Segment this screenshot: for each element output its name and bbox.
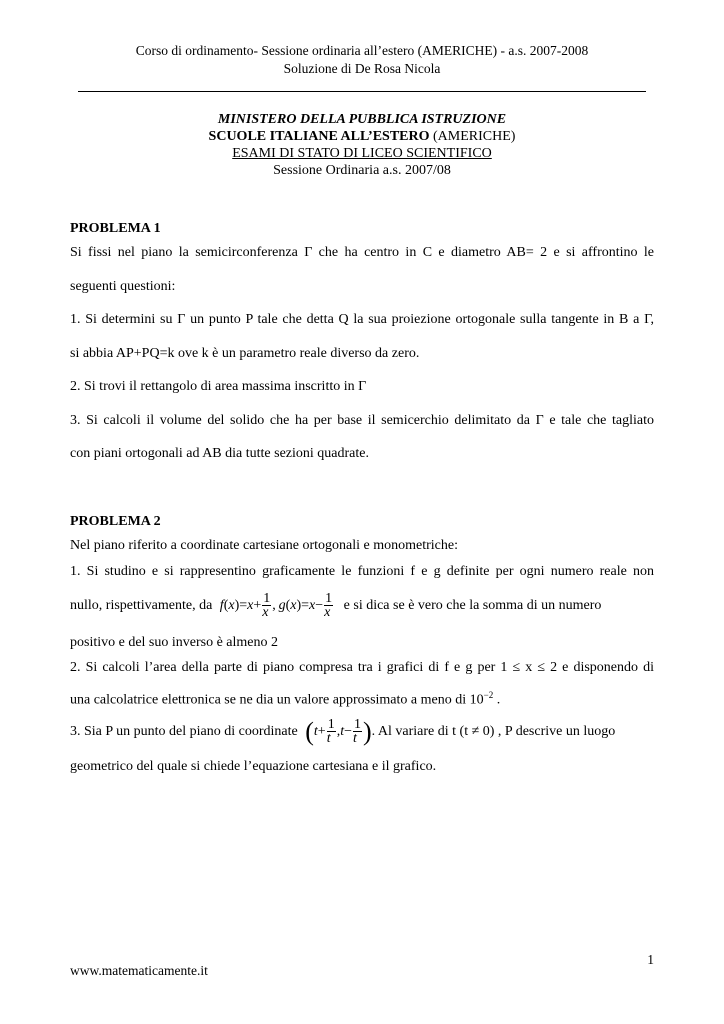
problem2-q3-a-pre: 3. Sia P un punto del piano di coordinate [70, 724, 298, 739]
problem2-q1-c: positivo e del suo inverso è almeno 2 [70, 635, 279, 650]
ministry-title: MINISTERO DELLA PUBBLICA ISTRUZIONE [217, 112, 507, 127]
problem1-heading: PROBLEMA 1 [70, 221, 161, 236]
problem2-q3-a [70, 714, 654, 750]
page-number: 1 [647, 952, 654, 967]
problem1-intro-b: seguenti questioni: [70, 279, 176, 294]
header-rule [78, 91, 646, 92]
problem2-q3-a-post: . Al variare di t (t ≠ 0) , P descrive un luogo [371, 724, 616, 739]
problem2-q2-a: 2. Si calcoli l’area della parte di piano compresa tra i grafici di f e g per 1 ≤ x ≤ 2 e disponendo di [70, 660, 654, 675]
problem2-q2-b-post: . [493, 692, 501, 708]
running-header-line1: Corso di ordinamento- Sessione ordinaria all’estero (AMERICHE) - a.s. 2007-2008 [135, 43, 589, 58]
problem2-intro: Nel piano riferito a coordinate cartesiane ortogonali e monometriche: [70, 538, 458, 553]
problem2-q1-b-post: e si dica se è vero che la somma di un numero [343, 598, 602, 613]
problem1-q3-b: con piani ortogonali ad AB dia tutte sezioni quadrate. [70, 446, 369, 461]
problem2-q3-b: geometrico del quale si chiede l’equazione cartesiana e il grafico. [70, 759, 437, 774]
formula-f-g: f(x)=x+ $\frac{1}{x}$ , g(x)=x− $\frac{1}{x}$ [219, 591, 333, 621]
problem1-intro-a: Si fissi nel piano la semicirconferenza Γ che ha centro in C e diametro AB= 2 e si affrontino le [70, 245, 654, 260]
problem1-q1-b: si abbia AP+PQ=k ove k è un parametro reale diverso da zero. [70, 346, 420, 361]
problem1-q3-a: 3. Si calcoli il volume del solido che ha per base il semicerchio delimitato da Γ e tale che tagliato [70, 413, 654, 428]
formula-point-coordinates: (t+ $\frac{1}{t}$ ,t− $\frac{1}{t}$ ) [305, 716, 372, 747]
schools-title-rest: (AMERICHE) [429, 129, 516, 144]
problem2-q2-b [70, 686, 654, 710]
session-title: Sessione Ordinaria a.s. 2007/08 [273, 163, 451, 178]
schools-title-bold: SCUOLE ITALIANE ALL’ESTERO [208, 129, 430, 144]
problem1-q1-a: 1. Si determini su Γ un punto P tale che detta Q la sua proiezione ortogonale sulla tangente in B a Γ, [70, 312, 654, 327]
problem2-q1-b [70, 590, 654, 622]
problem1-q2: 2. Si trovi il rettangolo di area massima inscritto in Γ [70, 379, 367, 394]
problem2-heading: PROBLEMA 2 [70, 514, 161, 529]
problem2-q1-a: 1. Si studino e si rappresentino graficamente le funzioni f e g definite per ogni numero reale non [70, 564, 654, 579]
schools-title [70, 128, 654, 145]
problem2-q1-b-pre: nullo, rispettivamente, da [70, 598, 213, 613]
running-header-line2: Soluzione di De Rosa Nicola [283, 61, 441, 76]
exams-title: ESAMI DI STATO DI LICEO SCIENTIFICO [232, 146, 492, 161]
problem2-q2-b-pre: una calcolatrice elettronica se ne dia un valore approssimato a meno di 10 [70, 692, 484, 708]
problem2-q2-b-exp: −2 [483, 690, 494, 700]
footer-website: www.matematicamente.it [70, 963, 208, 978]
